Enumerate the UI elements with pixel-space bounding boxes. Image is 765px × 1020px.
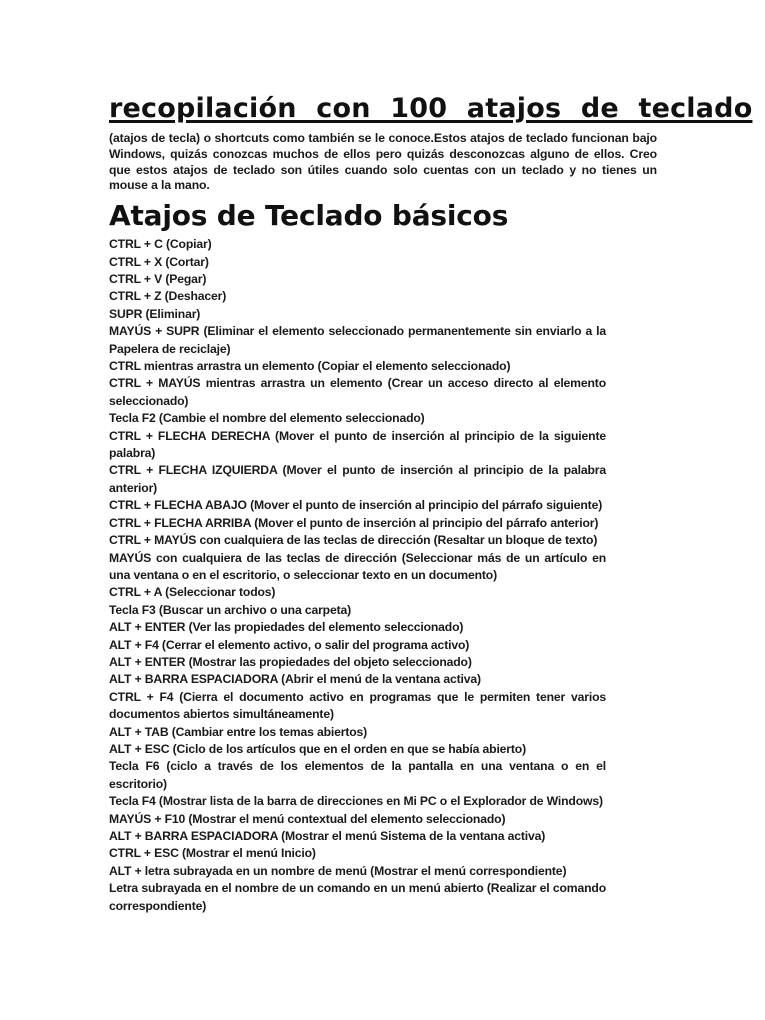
shortcut-item: CTRL + MAYÚS mientras arrastra un elemento (Crear un acceso directo al elemento seleccionado) [109, 376, 606, 408]
shortcut-item: MAYÚS + SUPR (Eliminar el elemento seleccionado permanentemente sin enviarlo a la Papelera de reciclaje) [109, 324, 606, 356]
shortcut-item: Tecla F2 (Cambie el nombre del elemento seleccionado) [109, 411, 425, 426]
shortcut-item: ALT + BARRA ESPACIADORA (Mostrar el menú Sistema de la ventana activa) [109, 829, 546, 843]
shortcut-item: CTRL + ESC (Mostrar el menú Inicio) [109, 846, 316, 861]
shortcut-item: ALT + ESC (Ciclo de los artículos que en el orden en que se había abierto) [109, 741, 527, 756]
shortcut-item: CTRL + FLECHA DERECHA (Mover el punto de inserción al principio de la siguiente palabra) [109, 428, 606, 461]
shortcut-item: ALT + F4 (Cerrar el elemento activo, o salir del programa activo) [109, 637, 470, 652]
shortcut-item: CTRL + MAYÚS con cualquiera de las teclas de dirección (Resaltar un bloque de texto) [109, 533, 598, 548]
shortcut-item: CTRL + Z (Deshacer) [109, 289, 227, 304]
shortcut-item: MAYÚS con cualquiera de las teclas de dirección (Seleccionar más de un artículo en una ventana o en el escritorio, o seleccionar texto en un documento) [109, 550, 606, 582]
shortcut-item: CTRL + F4 (Cierra el documento activo en programas que le permiten tener varios documentos abiertos simultáneamente) [109, 689, 606, 722]
intro-paragraph: (atajos de tecla) o shortcuts como también se le conoce.Estos atajos de teclado funcionan bajo Windows, quizás conozcas muchos de ellos pero quizás desconozcas alguno de ellos. Creo que estos atajos de teclado son útiles cuando solo cuentas con un teclado y no tienes un mouse a la mano. [109, 131, 657, 193]
shortcut-item: SUPR (Eliminar) [109, 306, 201, 321]
shortcut-item: Tecla F6 (ciclo a través de los elementos de la pantalla en una ventana o en el escritorio) [109, 759, 606, 791]
shortcut-item: ALT + BARRA ESPACIADORA (Abrir el menú de la ventana activa) [109, 672, 481, 687]
shortcut-item: CTRL mientras arrastra un elemento (Copiar el elemento seleccionado) [109, 359, 511, 374]
shortcut-item: ALT + letra subrayada en un nombre de menú (Mostrar el menú correspondiente) [109, 863, 567, 878]
shortcut-item: ALT + ENTER (Ver las propiedades del elemento seleccionado) [109, 620, 464, 635]
shortcut-item: MAYÚS + F10 (Mostrar el menú contextual del elemento seleccionado) [109, 811, 506, 826]
shortcut-item: Tecla F4 (Mostrar lista de la barra de direcciones en Mi PC o el Explorador de Windows) [109, 794, 603, 809]
shortcut-list [109, 236, 606, 915]
document-page [109, 92, 753, 915]
shortcut-item: CTRL + FLECHA ARRIBA (Mover el punto de inserción al principio del párrafo anterior) [109, 515, 599, 530]
shortcut-item: Tecla F3 (Buscar un archivo o una carpeta) [109, 602, 352, 617]
shortcut-item: CTRL + FLECHA IZQUIERDA (Mover el punto de inserción al principio de la palabra anterior) [109, 463, 606, 495]
shortcut-item: CTRL + C (Copiar) [109, 237, 212, 252]
section-heading: Atajos de Teclado básicos [109, 199, 509, 233]
shortcut-item: ALT + ENTER (Mostrar las propiedades del objeto seleccionado) [109, 654, 472, 669]
document-title: recopilación con 100 atajos de teclado [109, 93, 753, 124]
shortcut-item: CTRL + V (Pegar) [109, 272, 207, 286]
shortcut-item: Letra subrayada en el nombre de un comando en un menú abierto (Realizar el comando correspondiente) [109, 881, 606, 913]
shortcut-item: CTRL + X (Cortar) [109, 254, 209, 269]
shortcut-item: CTRL + A (Seleccionar todos) [109, 585, 276, 600]
shortcut-item: ALT + TAB (Cambiar entre los temas abiertos) [109, 724, 368, 739]
shortcut-item: CTRL + FLECHA ABAJO (Mover el punto de inserción al principio del párrafo siguiente) [109, 498, 603, 513]
